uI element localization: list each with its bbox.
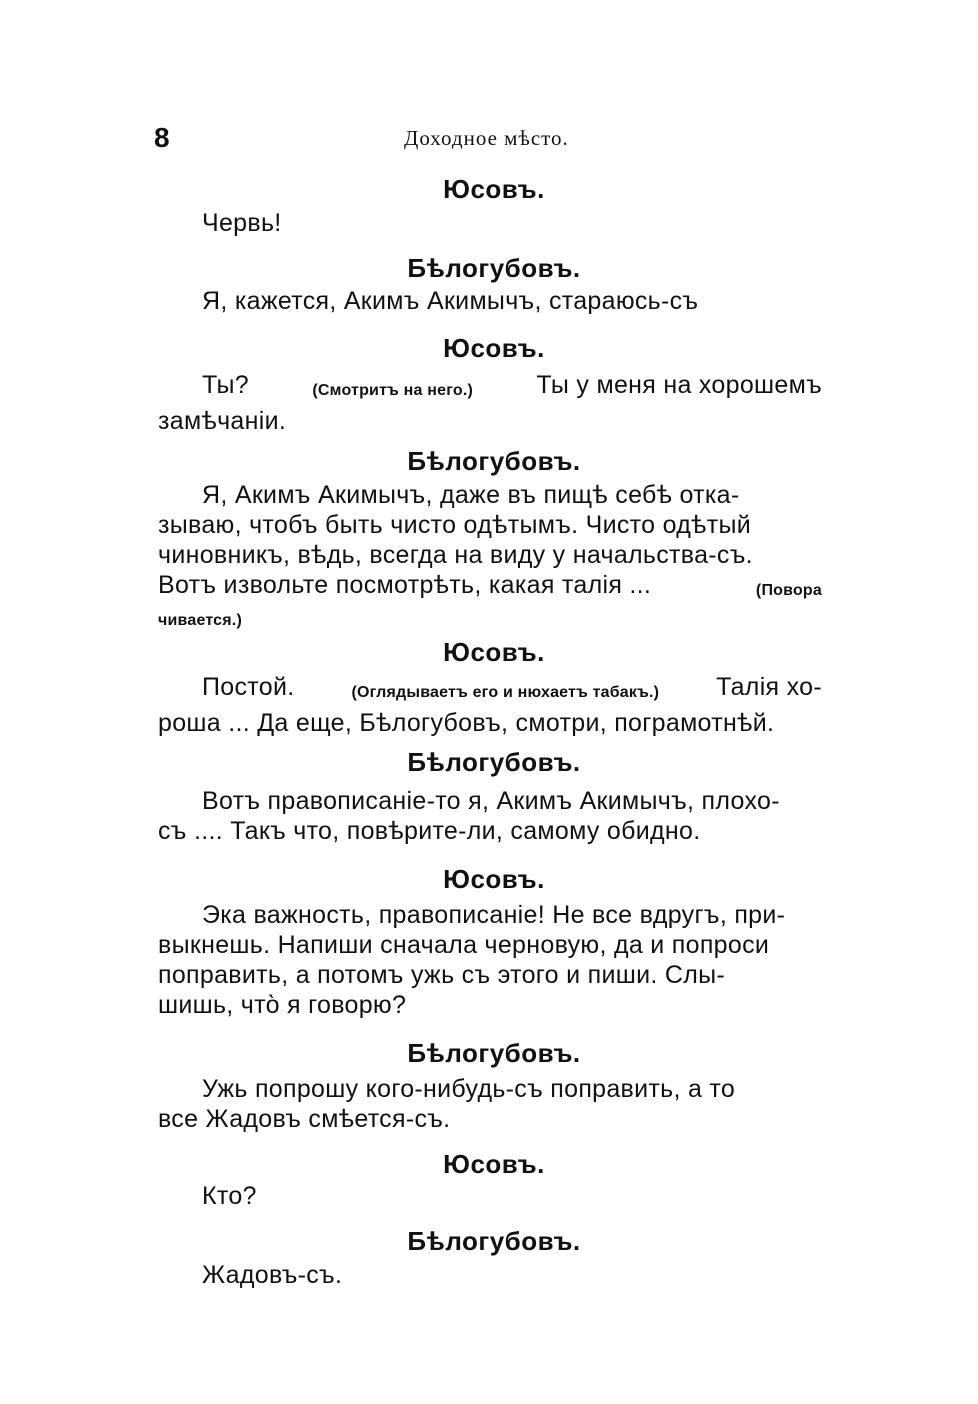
stage-direction: чивается.) — [158, 612, 242, 629]
speech-line: Червь! — [202, 209, 282, 237]
speech-line: съ .... Такъ что, повѣрите-ли, самому обидно. — [158, 817, 701, 845]
speaker-name: Юсовъ. — [443, 333, 545, 363]
speech-text: Постой. — [202, 673, 295, 701]
speech-block — [158, 786, 822, 846]
running-title: Доходное мѣсто. — [404, 126, 569, 150]
speech-line: все Жадовъ смѣется-съ. — [158, 1105, 451, 1133]
speech-line — [158, 570, 822, 606]
speech-line: зываю, чтобъ быть чисто одѣтымъ. Чисто одѣтый — [158, 511, 752, 539]
speech-block — [158, 208, 822, 238]
speech-line: чиновникъ, вѣдь, всегда на виду у начальства-съ. — [158, 541, 753, 569]
speech-text: Вотъ извольте посмотрѣть, какая талія ... — [158, 571, 652, 599]
stage-direction: (Смотритъ на него.) — [312, 382, 474, 399]
speech-line: Эка важность, правописаніе! Не все вдругъ, при- — [202, 901, 786, 929]
speaker-name: Бѣлогубовъ. — [407, 1038, 581, 1068]
speech-block — [158, 370, 822, 436]
speech-line: шишь, что̀ я говорю? — [158, 991, 407, 1019]
stage-direction: (Повора — [755, 582, 822, 599]
speech-line: Я, кажется, Акимъ Акимычъ, стараюсь-съ — [202, 287, 699, 315]
speaker-name: Бѣлогубовъ. — [407, 747, 581, 777]
speech-line: Ужь попрошу кого-нибудь-съ поправить, а то — [202, 1075, 736, 1103]
speech-line — [158, 672, 822, 708]
speech-line: замѣчаніи. — [158, 407, 287, 435]
speech-text: Ты у меня на хорошемъ — [536, 371, 822, 399]
page-header — [0, 118, 978, 158]
speech-line: Я, Акимъ Акимычъ, даже въ пищѣ себѣ отка- — [202, 481, 740, 509]
speaker-name: Юсовъ. — [443, 1149, 545, 1179]
speech-line: поправить, а потомъ ужь съ этого и пиши. Слы- — [158, 961, 725, 989]
speech-block — [158, 900, 822, 1020]
speech-line: Вотъ правописаніе-то я, Акимъ Акимычъ, плохо- — [202, 787, 780, 815]
speaker-name: Юсовъ. — [443, 864, 545, 894]
speech-block — [158, 480, 822, 636]
speech-line: Жадовъ-съ. — [202, 1261, 343, 1289]
speech-text: Талія хо- — [716, 673, 822, 701]
speech-line: Кто? — [202, 1182, 257, 1210]
speech-block — [158, 1260, 822, 1290]
page-number: 8 — [154, 122, 170, 153]
speaker-name: Юсовъ. — [443, 174, 545, 204]
speech-line — [158, 370, 822, 406]
speech-line: роша ... Да еще, Бѣлогубовъ, смотри, пограмотнѣй. — [158, 709, 775, 737]
speech-block — [158, 286, 822, 316]
speaker-name: Бѣлогубовъ. — [407, 253, 581, 283]
speech-block — [158, 1181, 822, 1211]
speaker-name: Юсовъ. — [443, 637, 545, 667]
speech-line: выкнешь. Напиши сначала черновую, да и попроси — [158, 931, 770, 959]
speech-block — [158, 672, 822, 738]
speaker-name: Бѣлогубовъ. — [407, 446, 581, 476]
speaker-name: Бѣлогубовъ. — [407, 1226, 581, 1256]
stage-direction: (Оглядываетъ его и нюхаетъ табакъ.) — [351, 684, 660, 701]
speech-block — [158, 1074, 822, 1134]
speech-text: Ты? — [202, 371, 249, 399]
